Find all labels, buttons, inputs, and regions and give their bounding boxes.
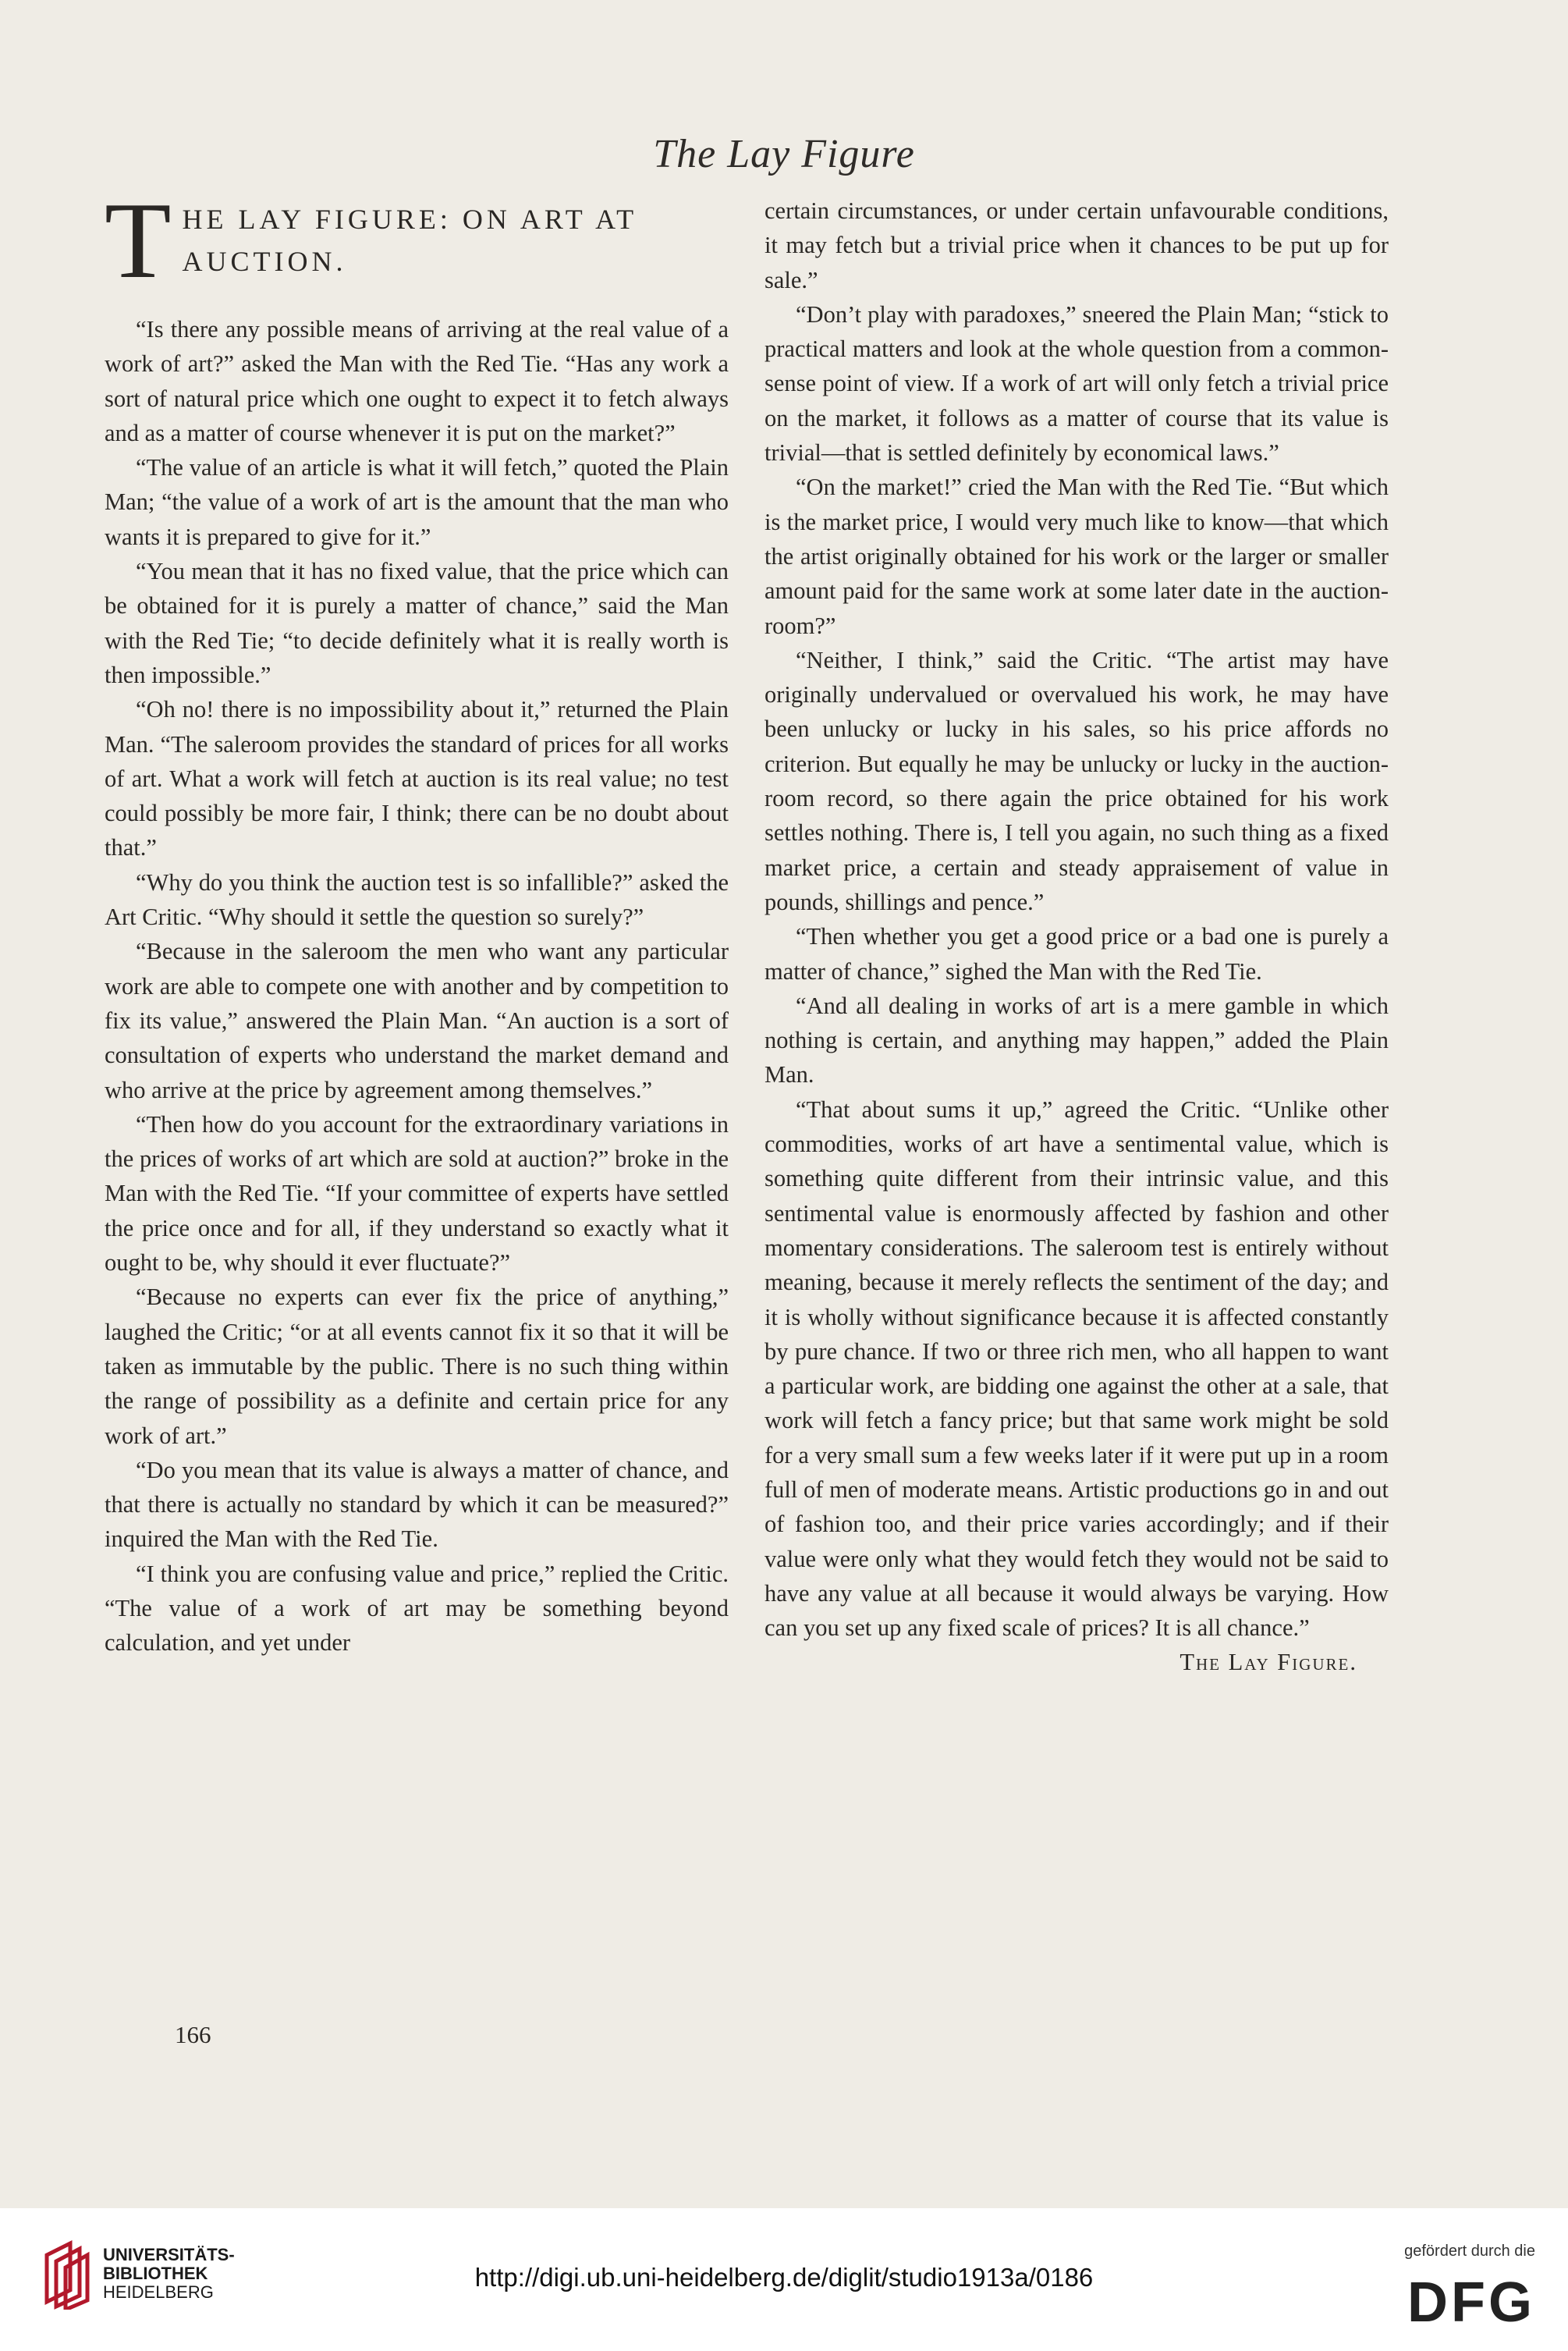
drop-cap: T bbox=[105, 180, 172, 301]
article-heading bbox=[105, 180, 729, 301]
signature: The Lay Figure. bbox=[1180, 1649, 1357, 1676]
paragraph: “That about sums it up,” agreed the Critic. “Unlike other commodities, works of art have a sentimental value, which is something quite different from their intrinsic value, and this sentimental value is enormously affected by fashion and other momentary considerations. The saleroom test is entirely without meaning, because it merely reflects the sentiment of the day; and it is wholly without significance because it is affected constantly by pure chance. If two or three rich men, who all happen to want a particular work, are bidding one against the other at a sale, that work will fetch a fancy price; but that same work might be sold for a very small sum a few weeks later if it were put up in a room full of men of moderate means. Artistic productions go in and out of fashion too, and their price varies accordingly; and if their value were only what they would fetch they would not be said to have any value at all because it would always be varying. How can you set up any fixed scale of prices? It is all chance.” bbox=[764, 1096, 1389, 1642]
paragraph: “Why do you think the auction test is so infallible?” asked the Art Critic. “Why should it settle the question so surely?” bbox=[105, 868, 729, 931]
paragraph: “Because no experts can ever fix the price of anything,” laughed the Critic; “or at all events cannot fix it so that it will be taken as immutable by the public. There is no such thing within the range of possibility as a definite and certain price for any work of art.” bbox=[105, 1284, 729, 1449]
paragraph: certain circumstances, or under certain unfavourable conditions, it may fetch but a trivial price when it chances to be put up for sale.” bbox=[764, 197, 1389, 293]
paragraph: “Don’t play with paradoxes,” sneered the Plain Man; “stick to practical matters and look at the whole question from a common-sense point of view. If a work of art will only fetch a trivial price on the market, it follows as a matter of course that its value is trivial—that is settled definitely by economical laws.” bbox=[764, 300, 1389, 467]
paragraph: “You mean that it has no fixed value, that the price which can be obtained for it is purely a matter of chance,” said the Man with the Red Tie; “to decide definitely what it is really worth is then impossible.” bbox=[105, 558, 729, 688]
library-name: UNIVERSITÄTS- BIBLIOTHEK HEIDELBERG bbox=[103, 2245, 235, 2302]
paragraph: “Do you mean that its value is always a matter of chance, and that there is actually no standard by which it can be measured?” inquired the Man with the Red Tie. bbox=[105, 1456, 729, 1553]
paragraph: “Neither, I think,” said the Critic. “The artist may have originally undervalued or overvalued his work, he may have been unlucky or lucky in his sales, so his price affords no criterion. But equally he may be unlucky or lucky in the auction-room record, so there again the price obtained for his work settles nothing. There is, I tell you again, no such thing as a fixed market price, a certain and steady appraisement of value in pounds, shillings and pence.” bbox=[764, 646, 1389, 915]
paragraph: “Because in the saleroom the men who want any particular work are able to compete one with another and by competition to fix its value,” answered the Plain Man. “An auction is a sort of consultation of experts who understand the market demand and who arrive at the price by agreement among themselves.” bbox=[105, 938, 729, 1103]
page-number: 166 bbox=[175, 2021, 211, 2048]
paragraph: “Then how do you account for the extraordinary variations in the prices of works of art which are sold at auction?” broke in the Man with the Red Tie. “If your committee of experts have settled the price once and for all, if they understand so exactly what it ought to be, why should it ever fluctuate?” bbox=[105, 1110, 729, 1277]
paragraph: “On the market!” cried the Man with the Red Tie. “But which is the market price, I would very much like to know—that which the artist originally obtained for his work or the larger or smaller amount paid for the same work at some later date in the auction-room?” bbox=[764, 474, 1389, 639]
paragraph: “Then whether you get a good price or a bad one is purely a matter of chance,” sighed the Man with the Red Tie. bbox=[764, 923, 1389, 985]
right-column bbox=[764, 194, 1389, 1680]
funding-note: gefördert durch die bbox=[1404, 2243, 1535, 2260]
article-title: HE LAY FIGURE: ON ART AT AUCTION. bbox=[182, 204, 637, 277]
dfg-logo: DFG bbox=[1407, 2271, 1535, 2334]
source-url-link[interactable]: http://digi.ub.uni-heidelberg.de/diglit/studio1913a/0186 bbox=[474, 2263, 1094, 2292]
footer-bar bbox=[0, 2208, 1568, 2351]
running-title: The Lay Figure bbox=[653, 132, 915, 176]
left-column bbox=[105, 180, 729, 1660]
paragraph: “The value of an article is what it will fetch,” quoted the Plain Man; “the value of a work of art is the amount that the man who wants it is prepared to give for it.” bbox=[105, 454, 729, 550]
library-logo-icon bbox=[39, 2239, 94, 2310]
paragraph: “Oh no! there is no impossibility about it,” returned the Plain Man. “The saleroom provides the standard of prices for all works of art. What a work will fetch at auction is its real value; no test could possibly be more fair, I think; there can be no doubt about that.” bbox=[105, 696, 729, 861]
paragraph: “Is there any possible means of arriving at the real value of a work of art?” asked the Man with the Red Tie. “Has any work a sort of natural price which one ought to expect it to fetch always and as a matter of course whenever it is put on the market?” bbox=[105, 316, 729, 446]
paragraph: “And all dealing in works of art is a mere gamble in which nothing is certain, and anything may happen,” added the Plain Man. bbox=[764, 992, 1389, 1088]
paragraph: “I think you are confusing value and price,” replied the Critic. “The value of a work of art may be something beyond calculation, and yet under bbox=[105, 1560, 729, 1657]
